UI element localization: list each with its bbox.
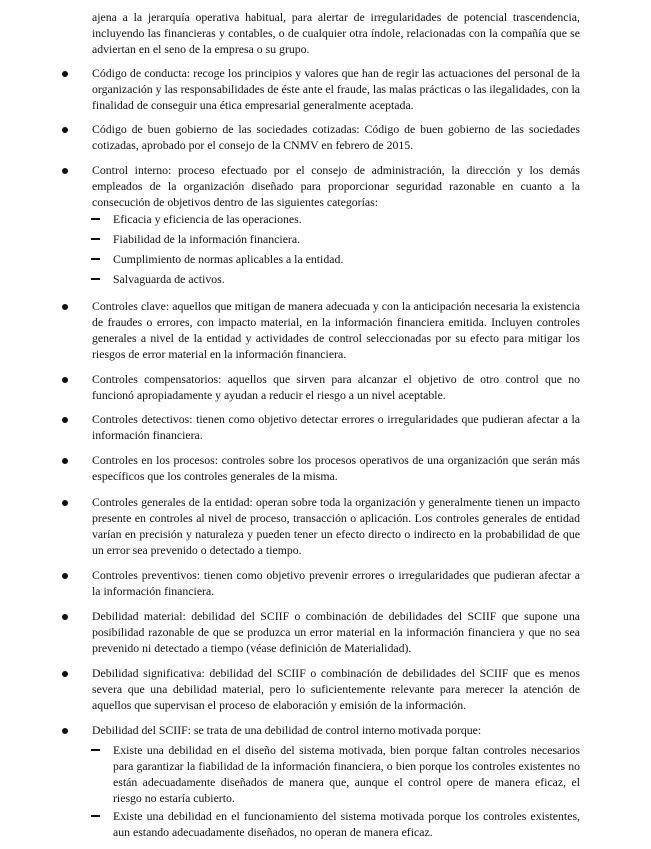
bullet-icon: [62, 614, 68, 620]
bullet-icon: [62, 127, 68, 133]
bullet-icon: [62, 500, 68, 506]
dash-icon: [91, 815, 100, 817]
bullet-icon: [62, 377, 68, 383]
bullet-icon: [62, 573, 68, 579]
dash-icon: [91, 218, 100, 220]
bullet-icon: [62, 417, 68, 423]
dash-icon: [91, 238, 100, 240]
dash-icon: [91, 749, 100, 751]
entry-debilidad-significativa: Debilidad significativa: debilidad del SCIIF o combinación de debilidades del SCIIF que es menos severa que una debilidad material, pero lo suficientemente relevante para merecer la atención de aquellos que supervisan el proceso de elaboración y emisión de la información.: [92, 666, 580, 712]
entry-controles-compensatorios: Controles compensatorios: aquellos que sirven para alcanzar el objetivo de otro control que no funcionó apropiadamente y ayudan a reducir el riesgo a un nivel aceptable.: [92, 372, 580, 402]
bullet-icon: [62, 728, 68, 734]
entry-control-interno: Control interno: proceso efectuado por el consejo de administración, la dirección y los demás empleados de la organización diseñado para proporcionar seguridad razonable en cuanto a la consecución de objetivos dentro de las siguientes categorías:: [92, 163, 580, 209]
cause-item: Existe una debilidad en el funcionamiento del sistema motivada porque los controles existentes, aun estando adecuadamente diseñados, no operan de manera eficaz.: [113, 809, 580, 839]
intro-paragraph: ajena a la jerarquía operativa habitual, para alertar de irregularidades de potencial trascendencia, incluyendo las financieras y contables, o de cualquier otra índole, relacionadas con la compañía que se adviertan en el seno de la empresa o su grupo.: [92, 10, 580, 56]
bullet-icon: [62, 304, 68, 310]
category-item: Cumplimiento de normas aplicables a la entidad.: [113, 252, 344, 266]
entry-controles-detectivos: Controles detectivos: tienen como objetivo detectar errores o irregularidades que pudieran afectar a la información financiera.: [92, 412, 580, 442]
category-item: Fiabilidad de la información financiera.: [113, 232, 301, 246]
entry-debilidad-material: Debilidad material: debilidad del SCIIF o combinación de debilidades del SCIIF que supone una posibilidad razonable de que se produzca un error material en la información financiera y que no sea prevenido ni detectado a tiempo (véase definición de Materialidad).: [92, 609, 580, 655]
entry-debilidad-sciif: Debilidad del SCIIF: se trata de una debilidad de control interno motivada porque:: [92, 723, 482, 737]
cause-item: Existe una debilidad en el diseño del sistema motivada, bien porque faltan controles necesarios para garantizar la fiabilidad de la información financiera, o bien porque los controles existentes no están adecuadamente diseñados de manera que, aunque el control opere de manera eficaz, el riesgo no estaría cubierto.: [113, 743, 580, 805]
dash-icon: [91, 278, 100, 280]
bullet-icon: [62, 458, 68, 464]
entry-controles-clave: Controles clave: aquellos que mitigan de manera adecuada y con la anticipación necesaria la existencia de fraudes o errores, con impacto material, en la información financiera emitida. Incluyen controles generales a nivel de la entidad y actividades de control seleccionadas por su efecto para mitigar los riesgos de error material en la información financiera.: [92, 299, 580, 361]
entry-codigo-conducta: Código de conducta: recoge los principios y valores que han de regir las actuaciones del personal de la organización y las responsabilidades de éste ante el fraude, las malas prácticas o las ilegalidades, con la finalidad de conseguir una ética empresarial generalmente aceptada.: [92, 66, 580, 112]
entry-controles-generales: Controles generales de la entidad: operan sobre toda la organización y generalmente tienen un impacto presente en controles al nivel de proceso, transacción o aplicación. Los controles generales de entidad varían en precisión y naturaleza y pueden tener un efecto directo o indirecto en la probabilidad de que un error sea prevenido o detectado a tiempo.: [92, 495, 580, 557]
entry-controles-preventivos: Controles preventivos: tienen como objetivo prevenir errores o irregularidades que pudieran afectar a la información financiera.: [92, 568, 580, 598]
entry-controles-procesos: Controles en los procesos: controles sobre los procesos operativos de una organización que serán más específicos que los controles generales de la misma.: [92, 453, 580, 483]
dash-icon: [91, 258, 100, 260]
bullet-icon: [62, 71, 68, 77]
entry-codigo-buen-gobierno: Código de buen gobierno de las sociedades cotizadas: Código de buen gobierno de las sociedades cotizadas, aprobado por el consejo de la CNMV en febrero de 2015.: [92, 122, 580, 152]
bullet-icon: [62, 168, 68, 174]
category-item: Eficacia y eficiencia de las operaciones.: [113, 212, 302, 226]
category-item: Salvaguarda de activos.: [113, 272, 225, 286]
bullet-icon: [62, 671, 68, 677]
